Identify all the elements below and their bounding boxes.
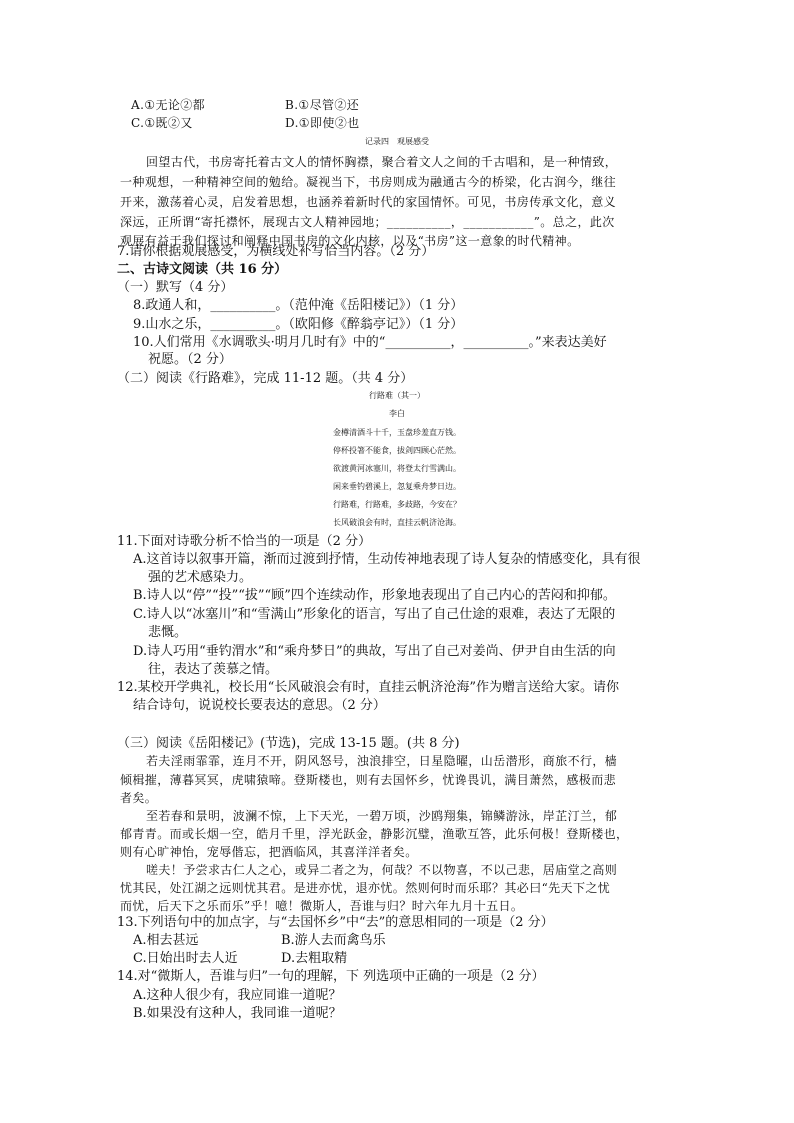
option-c: C.①既②又 — [131, 116, 193, 130]
poem-author: 李白 — [389, 409, 405, 418]
q13-option-a: A.相去甚远 — [133, 933, 199, 948]
q11-option-a-cont: 强的艺术感染力。 — [148, 570, 253, 585]
question-10: 10.人们常用《水调歌头·明月几时有》中的“__________，__________。”来表达美好 — [133, 335, 607, 350]
question-13: 13.下列语句中的加点字，与“去国怀乡”中“去”的意思相同的一项是（2 分） — [117, 915, 554, 930]
question-8: 8.政通人和，__________。（范仲淹《岳阳楼记》）（1 分） — [133, 298, 464, 313]
record4-line: 深远，正所谓“寄托襟怀，展现古文人精神园地；__________，___________”。总之，此次 — [120, 215, 615, 229]
poem-line: 金樽清酒斗十千，玉盘珍羞直万钱。 — [333, 428, 461, 437]
poem-line: 闲来垂钓碧溪上，忽复乘舟梦日边。 — [333, 482, 461, 491]
part1-title: （一）默写（4 分） — [117, 280, 234, 295]
poem-line: 欲渡黄河冰塞川，将登太行雪满山。 — [333, 464, 461, 473]
question-14: 14.对“微斯人，吾谁与归”一句的理解，下 列选项中正确的一项是（2 分） — [117, 969, 545, 984]
passage-line: 倾楫摧，薄暮冥冥，虎啸猿啼。登斯楼也，则有去国怀乡，忧谗畏讥，满目萧然，感极而悲 — [120, 773, 617, 787]
passage-line: 则有心旷神怡，宠辱偕忘，把酒临风，其喜洋洋者矣。 — [120, 845, 418, 859]
question-12: 12.某校开学典礼，校长用“长风破浪会有时，直挂云帆济沧海”作为赠言送给大家。请你 — [117, 680, 619, 695]
record4-line: 一种观想，一种精神空间的勉给。凝视当下，书房则成为融通古今的桥梁，化古润今，继往 — [120, 175, 617, 189]
q11-option-d: D.诗人巧用“垂钓渭水”和“乘舟梦日”的典故，写出了自己对姜尚、伊尹自由生活的向 — [133, 644, 616, 659]
passage-line: 郁青青。而或长烟一空，皓月千里，浮光跃金，静影沉璧，渔歌互答，此乐何极！登斯楼也， — [120, 827, 629, 841]
q14-option-b: B.如果没有这种人，我同谁一道呢？ — [133, 1006, 342, 1021]
q13-option-b: B.游人去而禽鸟乐 — [281, 933, 386, 948]
record4-line: 观展有益于我们探讨和阐释中国书房的文化内核，以及“书房”这一意象的时代精神。 — [120, 234, 580, 248]
record4-title: 记录四 观展感受 — [365, 137, 429, 146]
q11-option-c-cont: 悲慨。 — [148, 625, 188, 640]
passage-line: 而忧，后天下之乐而乐”乎！噫！微斯人，吾谁与归？时六年九月十五日。 — [120, 899, 524, 913]
passage-line: 嗟夫！予尝求古仁人之心，或异二者之为，何哉？不以物喜，不以己悲，居庙堂之高则 — [146, 863, 618, 877]
part2-title: （二）阅读《行路难》，完成 11-12 题。（共 4 分） — [117, 371, 414, 386]
passage-line: 忧其民，处江湖之远则忧其君。是进亦忧，退亦忧。然则何时而乐耶？其必曰“先天下之忧 — [120, 881, 611, 895]
q11-option-c: C.诗人以“冰塞川”和“雪满山”形象化的语言，写出了自己仕途的艰难，表达了无限的 — [133, 607, 616, 622]
passage-line: 者矣。 — [120, 791, 158, 805]
record4-line: 回望古代，书房寄托着古文人的情怀胸襟，聚合着文人之间的千古唱和，是一种情致， — [146, 155, 618, 169]
option-d: D.①即使②也 — [285, 116, 360, 130]
q13-option-c: C.日始出时去人近 — [133, 951, 238, 966]
q13-option-d: D.去粗取精 — [281, 951, 348, 966]
q11-option-d-cont: 往，表达了羡慕之情。 — [148, 662, 279, 677]
passage-line: 若夫淫雨霏霏，连月不开，阴风怒号，浊浪排空，日星隐曜，山岳潜形，商旅不行，樯 — [146, 754, 618, 768]
question-10-cont: 祝愿。（2 分） — [148, 352, 232, 367]
q11-option-a: A.这首诗以叙事开篇，渐而过渡到抒情，生动传神地表现了诗人复杂的情感变化，具有很 — [133, 552, 641, 567]
option-b: B.①尽管②还 — [285, 98, 360, 112]
poem-line: 行路难，行路难，多歧路，今安在？ — [333, 500, 461, 509]
question-12-cont: 结合诗句，说说校长要表达的意思。（2 分） — [133, 698, 386, 713]
question-9: 9.山水之乐，__________。（欧阳修《醉翁亭记》）（1 分） — [133, 317, 464, 332]
poem-line: 长风破浪会有时，直挂云帆济沧海。 — [333, 518, 461, 527]
q14-option-a: A.这种人很少有，我应同谁一道呢？ — [133, 988, 342, 1003]
record4-line: 开来，激荡着心灵，启发着思想，也涵养着新时代的家国情怀。可见，书房传承文化，意义 — [120, 195, 617, 209]
part3-title: （三）阅读《岳阳楼记》(节选)，完成 13-15 题。(共 8 分) — [117, 736, 460, 751]
poem-title: 行路难（其一） — [369, 391, 425, 400]
poem-line: 停杯投箸不能食，拔剑四顾心茫然。 — [333, 446, 461, 455]
passage-line: 至若春和景明，波澜不惊，上下天光，一碧万顷，沙鸥翔集，锦鳞游泳，岸芷汀兰，郁 — [146, 809, 618, 823]
section2-title: 二、古诗文阅读（共 16 分） — [117, 262, 288, 277]
option-a: A.①无论②都 — [131, 98, 206, 112]
question-11: 11.下面对诗歌分析不恰当的一项是（2 分） — [117, 534, 372, 549]
q11-option-b: B.诗人以“停”“投”“拔”“顾”四个连续动作，形象地表现出了自己内心的苦闷和抑郁。 — [133, 588, 616, 603]
question-7: 7.请你根据观展感受，为横线处补写恰当内容。（2 分） — [117, 244, 435, 259]
